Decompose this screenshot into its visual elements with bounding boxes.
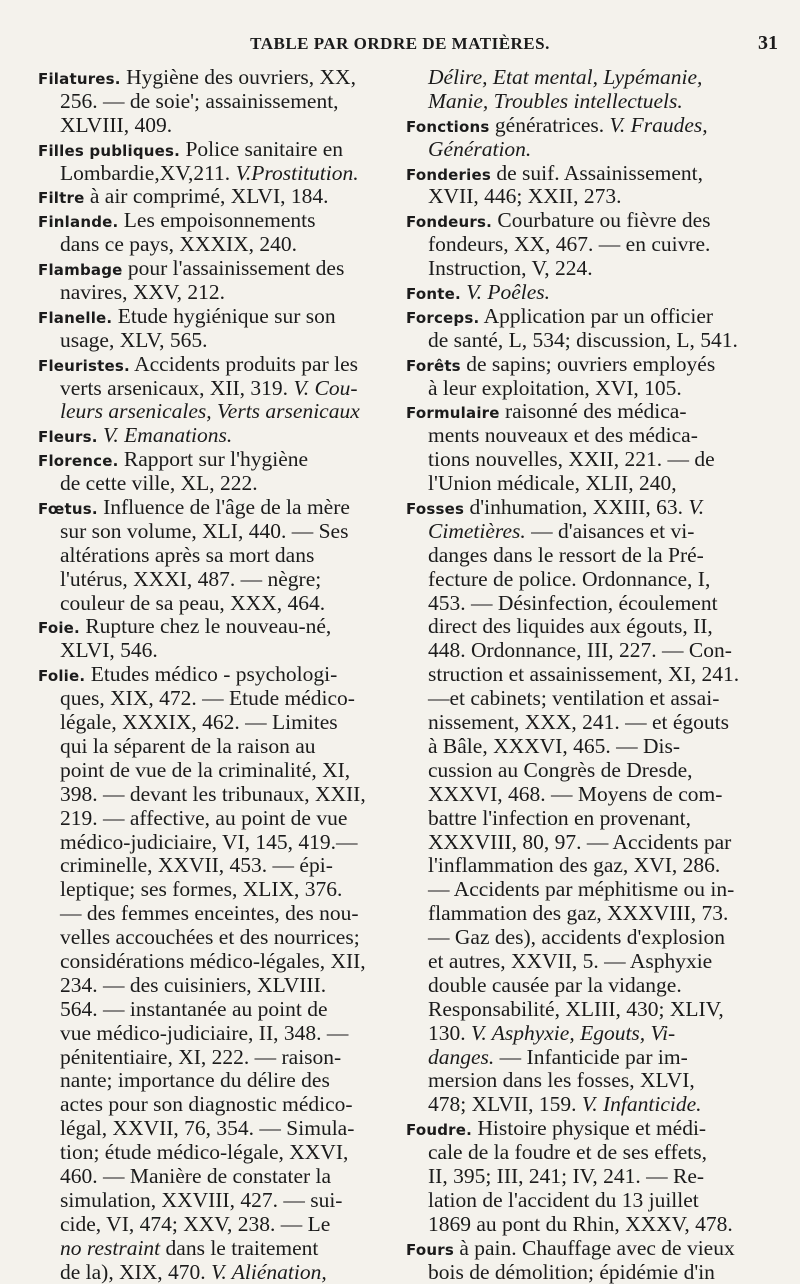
index-entry-line [406, 1189, 758, 1213]
cross-reference-text: leurs arsenicales, Verts arsenicaux [60, 399, 360, 424]
entry-text: usage, XLV, 565. [60, 327, 208, 352]
index-entry-line [406, 1093, 758, 1117]
index-entry-line [406, 950, 758, 974]
entry-keyword: Folie. [38, 667, 86, 686]
index-entry-line [406, 424, 758, 448]
index-entry-heading-line [38, 448, 392, 472]
index-entry-line [38, 1261, 392, 1284]
entry-text: lation de l'accident du 13 juillet [428, 1187, 699, 1212]
index-entry-line [406, 998, 758, 1022]
index-entry-line [406, 1046, 758, 1070]
entry-text: à Bâle, XXXVI, 465. — Dis- [428, 733, 680, 758]
index-entry-heading-line [406, 209, 758, 233]
index-entry-line [38, 1069, 392, 1093]
entry-text: pénitentiaire, XI, 222. — raison- [60, 1044, 342, 1069]
page-number: 31 [758, 32, 778, 54]
entry-text: actes pour son diagnostic médico- [60, 1092, 353, 1117]
entry-text: cussion au Congrès de Dresde, [428, 757, 693, 782]
entry-text: considérations médico-légales, XII, [60, 948, 366, 973]
index-entry-line [38, 568, 392, 592]
entry-text: l'Union médicale, XLII, 240, [428, 471, 677, 496]
entry-text: à leur exploitation, XVI, 105. [428, 375, 682, 400]
index-entry-line [38, 281, 392, 305]
index-entry-line [406, 687, 758, 711]
entry-text: direct des liquides aux égouts, II, [428, 614, 713, 639]
entry-text: 478; XLVII, 159. [428, 1092, 582, 1117]
page-header [0, 30, 800, 60]
entry-text: II, 395; III, 241; IV, 241. — Re- [428, 1163, 705, 1188]
left-column [38, 66, 392, 1284]
entry-text: nissement, XXX, 241. — et égouts [428, 710, 729, 735]
cross-reference-text: V. [688, 495, 705, 520]
entry-text: XXXVI, 468. — Moyens de com- [428, 781, 723, 806]
entry-text: leptique; ses formes, XLIX, 376. [60, 877, 343, 902]
index-entry-line [406, 711, 758, 735]
index-entry-heading-line [38, 353, 392, 377]
cross-reference-text: V.Prostitution. [230, 160, 359, 185]
entry-text: à air comprimé, XLVI, 184. [84, 184, 329, 209]
index-entry-line [406, 926, 758, 950]
entry-text: raisonné des médica- [499, 399, 687, 424]
index-entry-line [38, 1189, 392, 1213]
index-entry-heading-line [38, 209, 392, 233]
cross-reference-text: danges. [428, 1044, 495, 1069]
index-entry-line [406, 759, 758, 783]
entry-text: flammation des gaz, XXXVIII, 73. [428, 901, 729, 926]
entry-text: de la), XIX, 470. [60, 1259, 212, 1284]
entry-text: mersion dans les fosses, XLVI, [428, 1068, 695, 1093]
index-entry-line [38, 90, 392, 114]
entry-text: tion; étude médico-légale, XXVI, [60, 1140, 349, 1165]
entry-text: Rapport sur l'hygiène [118, 447, 309, 472]
entry-text: fecture de police. Ordonnance, I, [428, 566, 711, 591]
entry-keyword: Finlande. [38, 213, 119, 232]
entry-text: Lombardie,XV,211. [60, 160, 231, 185]
cross-reference-text: Délire, Etat mental, Lypémanie, [428, 65, 703, 89]
index-entry-line [38, 950, 392, 974]
entry-text: Police sanitaire en [180, 136, 344, 161]
index-entry-line [38, 854, 392, 878]
entry-text: génératrices. [489, 112, 610, 137]
index-entry-line [38, 114, 392, 138]
index-entry-heading-line [38, 305, 392, 329]
entry-text: altérations après sa mort dans [60, 542, 315, 567]
entry-text: 234. — des cuisiniers, XLVIII. [60, 972, 327, 997]
cross-reference-text: V. Emanations. [97, 423, 233, 448]
index-entry-line [38, 735, 392, 759]
entry-text: médico-judiciaire, VI, 145, 419.— [60, 829, 358, 854]
cross-reference-text: Génération. [428, 136, 532, 161]
entry-text: simulation, XXVIII, 427. — sui- [60, 1187, 343, 1212]
index-entry-line [406, 472, 758, 496]
index-entry-heading-line [406, 400, 758, 424]
entry-text: danges dans le ressort de la Pré- [428, 542, 704, 567]
entry-text: XLVI, 546. [60, 638, 158, 663]
index-entry-line [38, 592, 392, 616]
index-entry-line [406, 615, 758, 639]
entry-text: Accidents produits par les [129, 351, 358, 376]
entry-text: couleur de sa peau, XXX, 464. [60, 590, 326, 615]
index-entry-line [38, 759, 392, 783]
index-entry-line [406, 1022, 758, 1046]
index-entry-line [406, 90, 758, 114]
index-entry-line [38, 1022, 392, 1046]
entry-text: — d'aisances et vi- [525, 518, 695, 543]
index-entry-line [406, 639, 758, 663]
index-entry-line [38, 1093, 392, 1117]
entry-text: 219. — affective, au point de vue [60, 805, 348, 830]
entry-text: bois de démolition; épidémie d'in [428, 1259, 715, 1284]
index-entry-line [406, 568, 758, 592]
entry-text: Application par un officier [479, 303, 714, 328]
entry-text: struction et assainissement, XI, 241. [428, 662, 740, 687]
index-entry-line [406, 138, 758, 162]
index-entry-line [406, 1165, 758, 1189]
index-entry-line [38, 1165, 392, 1189]
entry-text: de cette ville, XL, 222. [60, 471, 258, 496]
cross-reference-text: V. Fraudes, [609, 112, 708, 137]
index-entry-line [406, 66, 758, 90]
index-entry-line [38, 1117, 392, 1141]
index-entry-line [406, 663, 758, 687]
entry-text: l'utérus, XXXI, 487. — nègre; [60, 566, 322, 591]
index-entry-line [38, 472, 392, 496]
index-entry-heading-line [406, 162, 758, 186]
entry-keyword: Formulaire [406, 404, 500, 423]
index-entry-line [406, 831, 758, 855]
index-entry-line [38, 162, 392, 186]
entry-text: 1869 au pont du Rhin, XXXV, 478. [428, 1211, 733, 1236]
entry-text: légal, XXVII, 76, 354. — Simula- [60, 1116, 355, 1141]
entry-text: XVII, 446; XXII, 273. [428, 184, 622, 209]
cross-reference-text: V. Poêles. [460, 280, 551, 305]
entry-text: dans le traitement [160, 1235, 319, 1260]
entry-text: Responsabilité, XLIII, 430; XLIV, [428, 996, 724, 1021]
index-entry-line [406, 1213, 758, 1237]
entry-text: de santé, L, 534; discussion, L, 541. [428, 327, 738, 352]
entry-keyword: Fonderies [406, 165, 491, 184]
index-entry-heading-line [406, 281, 758, 305]
index-entry-heading-line [406, 114, 758, 138]
entry-text: pour l'assainissement des [122, 256, 345, 281]
entry-text: d'inhumation, XXIII, 63. [464, 495, 689, 520]
index-entry-heading-line [406, 1117, 758, 1141]
index-entry-line [38, 1141, 392, 1165]
index-entry-line [38, 1213, 392, 1237]
entry-keyword: Fonctions [406, 117, 490, 136]
entry-keyword: Fosses [406, 500, 465, 519]
index-entry-line [38, 974, 392, 998]
index-entry-line [406, 854, 758, 878]
cross-reference-text: V. Infanticide. [581, 1092, 702, 1117]
entry-text: 453. — Désinfection, écoulement [428, 590, 718, 615]
index-entry-line [38, 400, 392, 424]
entry-text: 448. Ordonnance, III, 227. — Con- [428, 638, 732, 663]
index-entry-line [38, 639, 392, 663]
entry-text: l'inflammation des gaz, XVI, 286. [428, 853, 721, 878]
entry-text: légale, XXXIX, 462. — Limites [60, 710, 338, 735]
index-entry-line [406, 1069, 758, 1093]
cross-reference-text: Manie, Troubles intellectuels. [428, 88, 683, 113]
entry-keyword: Forêts [406, 356, 461, 375]
entry-keyword: Flambage [38, 261, 123, 280]
entry-text: criminelle, XXVII, 453. — épi- [60, 853, 333, 878]
index-entry-line [406, 257, 758, 281]
entry-text: — des femmes enceintes, des nou- [60, 901, 359, 926]
entry-keyword: Filles publiques. [38, 141, 181, 160]
entry-keyword: Fleurs. [38, 428, 98, 447]
cross-reference-text: Cimetières. [428, 518, 526, 543]
entry-text: Rupture chez le nouveau-né, [79, 614, 332, 639]
index-entry-line [406, 878, 758, 902]
entry-text: point de vue de la criminalité, XI, [60, 757, 351, 782]
index-entry-line [38, 807, 392, 831]
entry-keyword: Foudre. [406, 1121, 473, 1140]
index-entry-heading-line [38, 424, 392, 448]
index-entry-line [38, 878, 392, 902]
index-entry-heading-line [38, 66, 392, 90]
entry-text: cale de la foudre et de ses effets, [428, 1140, 707, 1165]
entry-text: qui la séparent de la raison au [60, 733, 316, 758]
entry-text: à pain. Chauffage avec de vieux [453, 1235, 735, 1260]
index-entry-heading-line [406, 496, 758, 520]
entry-text: fondeurs, XX, 467. — en cuivre. [428, 232, 711, 257]
index-entry-line [38, 1046, 392, 1070]
entry-keyword: Fleuristes. [38, 356, 130, 375]
entry-text: de sapins; ouvriers employés [460, 351, 716, 376]
index-entry-heading-line [406, 305, 758, 329]
cross-reference-text: V. Aliénation, [211, 1259, 327, 1284]
entry-text: de suif. Assainissement, [490, 160, 703, 185]
index-entry-line [406, 377, 758, 401]
index-entry-line [406, 233, 758, 257]
entry-text: navires, XXV, 212. [60, 280, 226, 305]
entry-text: 256. — de soie'; assainissement, [60, 88, 339, 113]
cross-reference-text: no restraint [60, 1235, 161, 1260]
index-entry-line [38, 687, 392, 711]
entry-text: sur son volume, XLI, 440. — Ses [60, 518, 349, 543]
running-title: TABLE PAR ORDRE DE MATIÈRES. [250, 34, 550, 53]
index-entry-line [406, 329, 758, 353]
entry-text: —et cabinets; ventilation et assai- [428, 686, 720, 711]
entry-text: ments nouveaux et des médica- [428, 423, 698, 448]
entry-keyword: Flanelle. [38, 308, 113, 327]
entry-keyword: Fondeurs. [406, 213, 493, 232]
index-entry-line [38, 902, 392, 926]
entry-keyword: Filatures. [38, 70, 121, 88]
index-entry-line [38, 926, 392, 950]
entry-keyword: Foie. [38, 619, 80, 638]
index-entry-heading-line [38, 663, 392, 687]
entry-text: double causée par la vidange. [428, 972, 682, 997]
index-entry-line [406, 1261, 758, 1284]
entry-text: — Infanticide par im- [494, 1044, 688, 1069]
entry-text: XLVIII, 409. [60, 112, 173, 137]
index-entry-line [38, 377, 392, 401]
entry-text: battre l'infection en provenant, [428, 805, 691, 830]
index-entry-line [406, 735, 758, 759]
index-entry-line [38, 998, 392, 1022]
entry-text: Instruction, V, 224. [428, 256, 593, 281]
entry-text: verts arsenicaux, XII, 319. [60, 375, 294, 400]
entry-text: 130. [428, 1020, 471, 1045]
entry-text: velles accouchées et des nourrices; [60, 925, 360, 950]
index-entry-line [406, 807, 758, 831]
entry-keyword: Fonte. [406, 285, 461, 304]
entry-text: dans ce pays, XXXIX, 240. [60, 232, 298, 257]
entry-text: — Gaz des), accidents d'explosion [428, 925, 726, 950]
entry-text: Hygiène des ouvriers, XX, [120, 65, 356, 89]
index-entry-line [406, 592, 758, 616]
index-entry-heading-line [38, 496, 392, 520]
index-entry-heading-line [406, 1237, 758, 1261]
entry-keyword: Fours [406, 1240, 454, 1259]
cross-reference-text: V. Cou- [293, 375, 358, 400]
entry-text: Etude hygiénique sur son [112, 303, 336, 328]
index-entry-line [38, 329, 392, 353]
index-entry-line [38, 831, 392, 855]
index-entry-line [406, 902, 758, 926]
index-entry-heading-line [406, 353, 758, 377]
entry-text: Courbature ou fièvre des [492, 208, 711, 233]
entry-text: et autres, XXVII, 5. — Asphyxie [428, 948, 713, 973]
index-entry-heading-line [38, 257, 392, 281]
index-entry-line [406, 1141, 758, 1165]
index-entry-line [38, 233, 392, 257]
entry-text: Influence de l'âge de la mère [97, 495, 350, 520]
entry-text: XXXVIII, 80, 97. — Accidents par [428, 829, 732, 854]
cross-reference-text: V. Asphyxie, Egouts, Vi- [471, 1020, 676, 1045]
entry-keyword: Forceps. [406, 308, 480, 327]
index-entry-line [38, 544, 392, 568]
entry-text: 460. — Manière de constater la [60, 1163, 332, 1188]
index-entry-line [406, 520, 758, 544]
index-entry-line [406, 544, 758, 568]
index-entry-line [38, 520, 392, 544]
entry-text: — Accidents par méphitisme ou in- [428, 877, 735, 902]
index-entry-heading-line [38, 185, 392, 209]
index-entry-heading-line [38, 138, 392, 162]
entry-text: Histoire physique et médi- [472, 1116, 707, 1141]
right-column [406, 66, 758, 1284]
entry-text: tions nouvelles, XXII, 221. — de [428, 447, 715, 472]
index-entry-line [406, 448, 758, 472]
entry-text: ques, XIX, 472. — Etude médico- [60, 686, 355, 711]
index-entry-heading-line [38, 615, 392, 639]
entry-text: 564. — instantanée au point de [60, 996, 328, 1021]
entry-keyword: Florence. [38, 452, 119, 471]
index-entry-line [406, 974, 758, 998]
entry-text: Etudes médico - psychologi- [85, 662, 338, 687]
entry-keyword: Fœtus. [38, 500, 98, 519]
entry-text: cide, VI, 474; XXV, 238. — Le [60, 1211, 331, 1236]
entry-text: vue médico-judiciaire, II, 348. — [60, 1020, 349, 1045]
entry-text: Les empoisonnements [118, 208, 316, 233]
index-entry-line [406, 185, 758, 209]
index-entry-line [406, 783, 758, 807]
index-entry-line [38, 783, 392, 807]
entry-text: nante; importance du délire des [60, 1068, 330, 1093]
entry-text: 398. — devant les tribunaux, XXII, [60, 781, 366, 806]
index-entry-line [38, 711, 392, 735]
entry-keyword: Filtre [38, 189, 85, 208]
index-entry-line [38, 1237, 392, 1261]
